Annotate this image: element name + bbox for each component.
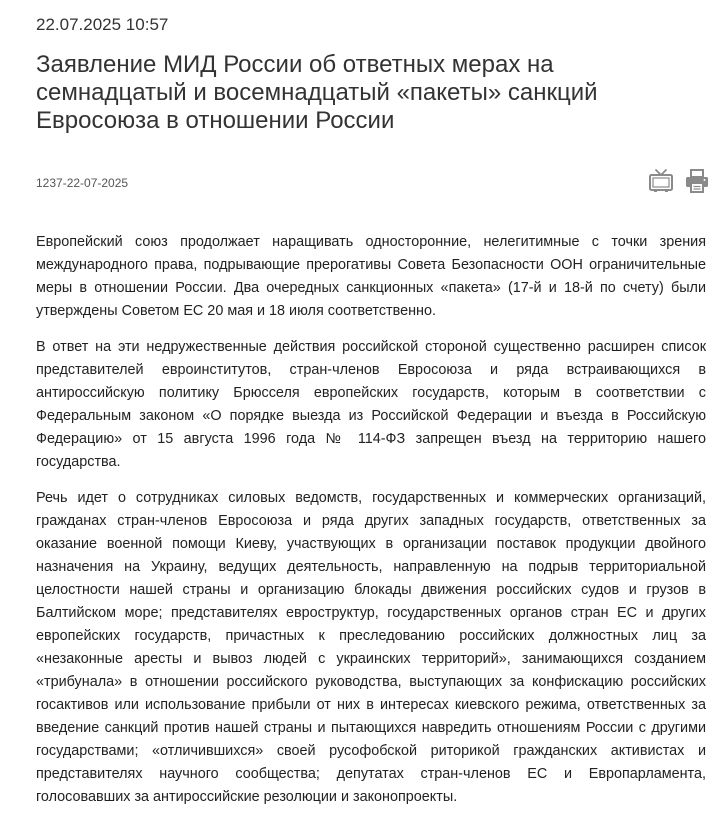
document-number: 1237-22-07-2025 <box>36 176 129 190</box>
print-button[interactable] <box>684 168 710 194</box>
article-date: 22.07.2025 10:57 <box>36 15 169 34</box>
article-tools <box>648 168 708 194</box>
paragraph: Речь идет о сотрудниках силовых ведомств, государственных и коммерческих организаций, гражданах стран-членов Евросоюза и ряда других западных государств, ответственных за оказание военной помощи Киеву, участвующих в организации поставок продукции двойного назначения на Украину, ведущих деятельность, направленную на подрыв территориальной целостности нашей страны и организацию блокады движения российских судов и грузов в Балтийском море; представителях евроструктур, государственных органов стран ЕС и других европейских государств, причастных к преследованию российских должностных лиц за «незаконные аресты и вывоз людей с украинских территорий», занимающихся созданием «трибунала» в отношении российского руководства, выступающих за конфискацию российских госактивов или использование прибыли от них в интересах киевского режима, ответственных за введение санкций против нашей страны и пытающихся навредить отношениям России с другими государствами; «отличившихся» своей русофобской риторикой гражданских активистах и представителях научного сообщества; депутатах стран-членов ЕС и Европарламента, голосовавших за антироссийские резолюции и законопроекты. <box>36 490 706 805</box>
page-title: Заявление МИД России об ответных мерах на семнадцатый и восемнадцатый «пакеты» санкций Евросоюза в отношении России <box>36 51 598 134</box>
tv-icon <box>648 168 674 194</box>
paragraph: Европейский союз продолжает наращивать односторонние, нелегитимные с точки зрения международного права, подрывающие прерогативы Совета Безопасности ООН ограничительные меры в отношении России. Два очередных санкционных «пакета» (17-й и 18-й по счету) были утверждены Советом ЕС 20 мая и 18 июля соответственно. <box>36 234 706 319</box>
article-body <box>36 231 706 822</box>
tv-button[interactable] <box>648 168 674 194</box>
printer-icon <box>684 168 710 194</box>
paragraph: В ответ на эти недружественные действия российской стороной существенно расширен список представителей евроинститутов, стран-членов Евросоюза и ряда встраивающихся в антироссийскую политику Брюсселя европейских государств, которым в соответствии с Федеральным законом «О порядке выезда из Российской Федерации и въезда в Российскую Федерацию» от 15 августа 1996 года № 114-ФЗ запрещен въезд на территорию нашего государства. <box>36 339 706 470</box>
